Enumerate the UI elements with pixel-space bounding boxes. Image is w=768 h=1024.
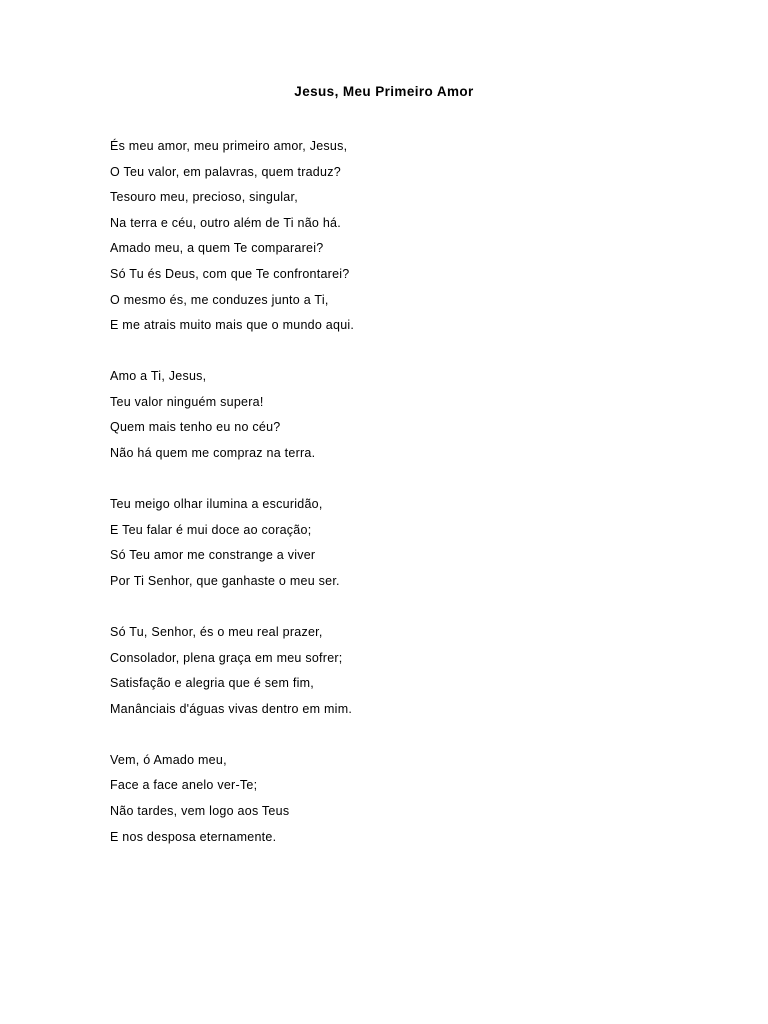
poem-line: O mesmo és, me conduzes junto a Ti, [110, 292, 329, 307]
stanza-5 [110, 751, 354, 853]
poem-line: Só Tu és Deus, com que Te confrontarei? [110, 266, 350, 281]
stanza-4 [110, 623, 354, 725]
poem-line: Por Ti Senhor, que ganhaste o meu ser. [110, 573, 340, 588]
poem-line: Quem mais tenho eu no céu? [110, 420, 281, 435]
poem-title: Jesus, Meu Primeiro Amor [294, 84, 474, 99]
poem-line: E Teu falar é mui doce ao coração; [110, 522, 312, 537]
poem-line: Manânciais d'águas vivas dentro em mim. [110, 701, 353, 716]
poem-line: Amo a Ti, Jesus, [110, 369, 207, 384]
poem-line: Vem, ó Amado meu, [110, 752, 227, 767]
poem-line: Não há quem me compraz na terra. [110, 446, 316, 461]
poem-line: Face a face anelo ver-Te; [110, 778, 258, 793]
poem-line: O Teu valor, em palavras, quem traduz? [110, 164, 341, 179]
poem-line: Consolador, plena graça em meu sofrer; [110, 650, 343, 665]
poem-line: Tesouro meu, precioso, singular, [110, 190, 298, 205]
poem-line: És meu amor, meu primeiro amor, Jesus, [110, 139, 348, 153]
poem-line: Teu valor ninguém supera! [110, 394, 264, 409]
stanza-3 [110, 495, 354, 597]
poem-line: E me atrais muito mais que o mundo aqui. [110, 318, 355, 333]
poem-line: Satisfação e alegria que é sem fim, [110, 676, 314, 691]
poem-line: E nos desposa eternamente. [110, 829, 277, 844]
poem-line: Não tardes, vem logo aos Teus [110, 804, 290, 819]
stanza-2 [110, 367, 354, 469]
stanza-1 [110, 137, 354, 342]
poem-line: Na terra e céu, outro além de Ti não há. [110, 215, 341, 230]
poem-line: Só Tu, Senhor, és o meu real prazer, [110, 625, 323, 639]
poem-line: Só Teu amor me constrange a viver [110, 548, 316, 563]
poem-body [110, 137, 354, 879]
poem-line: Teu meigo olhar ilumina a escuridão, [110, 497, 323, 512]
poem-line: Amado meu, a quem Te compararei? [110, 241, 324, 256]
